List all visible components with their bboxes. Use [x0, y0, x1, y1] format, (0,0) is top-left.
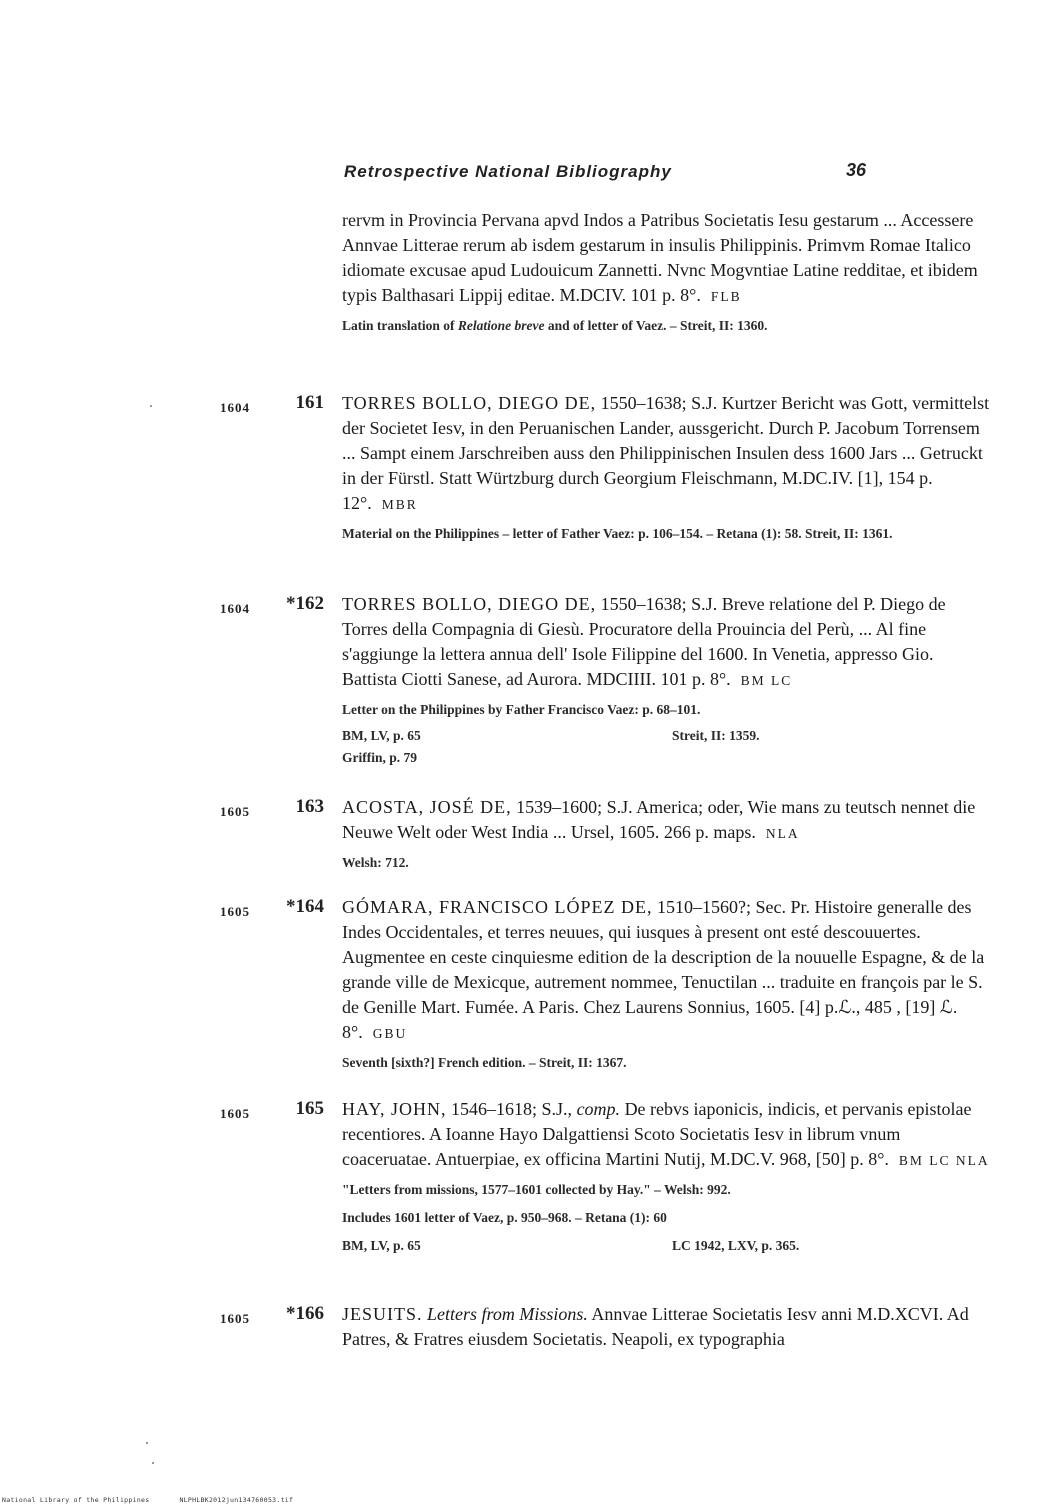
entry-author: HAY, JOHN,	[342, 1099, 447, 1119]
footer-filename: NLPHLBK2012jun134760053.tif	[179, 1496, 294, 1504]
entry-text: 1546–1618; S.J.,	[446, 1099, 577, 1119]
entry-number: 163	[295, 796, 324, 817]
library-codes: GBU	[372, 1026, 408, 1041]
entry-text-italic: Letters from Missions.	[427, 1304, 588, 1324]
library-codes: NLA	[765, 826, 800, 841]
entry-author: TORRES BOLLO, DIEGO DE,	[342, 393, 597, 413]
scan-speck	[146, 1442, 148, 1444]
bibliography-entry	[342, 592, 992, 769]
continuation-text: rervm in Provincia Pervana apvd Indos a Patribus Societatis Iesu gestarum ... Accessere Annvae Litterae rerum ab isdem gestarum in insulis Philippinis. Primvm Romae Italico idiomate excusae apud Ludouicum Zannetti. Nvnc Mogvntiae Latine redditae, et ibidem typis Balthasari Lippij editae. M.DCIV. 101 p. 8°.	[342, 210, 978, 305]
running-header-title: Retrospective National Bibliography	[344, 162, 672, 181]
bibliography-entry	[342, 1302, 992, 1352]
library-codes: BM LC	[740, 673, 793, 688]
entry-note: "Letters from missions, 1577–1601 collected by Hay." – Welsh: 992.	[342, 1182, 731, 1197]
entry-year: 1605	[220, 1311, 250, 1326]
library-codes: MBR	[381, 497, 418, 512]
scan-speck	[152, 1462, 154, 1464]
entry-text: 1550–1638; S.J. Kurtzer Bericht was Gott, vermittelst der Societet Iesv, in den Peruanischen Lander, aussgericht. Durch P. Jacobum Torrensem ... Sampt einem Jarschreiben auss den Philippinischen Insulen dess 1600 Jars ... Getruckt in der Fürstl. Statt Würtzburg durch Georgium Fleischmann, M.DC.IV. [1], 154 p. 12°.	[342, 393, 990, 513]
bibliography-entry	[342, 795, 992, 874]
bibliography-entry	[342, 1097, 992, 1257]
entry-author: ACOSTA, JOSÉ DE,	[342, 797, 512, 817]
bibliography-entry	[342, 895, 992, 1074]
continuation-entry	[342, 208, 992, 337]
entry-references: BM, LV, p. 65 LC 1942, LXV, p. 365.	[342, 1238, 800, 1253]
entry-number: 165	[295, 1098, 324, 1119]
bibliography-entry	[342, 391, 992, 545]
entry-year: 1604	[220, 601, 250, 616]
entry-year: 1605	[220, 904, 250, 919]
entry-author: TORRES BOLLO, DIEGO DE,	[342, 594, 597, 614]
entry-note: Seventh [sixth?] French edition. – Streit, II: 1367.	[342, 1055, 627, 1070]
entry-year: 1604	[220, 400, 250, 415]
library-codes: BM LC NLA	[898, 1153, 990, 1168]
page-number: 36	[846, 160, 867, 180]
footer-source: National Library of the Philippines	[2, 1496, 150, 1504]
entry-text: 1550–1638; S.J. Breve relatione del P. Diego de Torres della Compagnia di Giesù. Procuratore della Prouincia del Perù, ... Al fine s'aggiunge la lettera annua dell' Isole Filippine del 1600. In Venetia, appresso Gio. Battista Ciotti Sanese, ad Aurora. MDCIIII. 101 p. 8°.	[342, 594, 946, 689]
scan-footer	[2, 1496, 323, 1504]
entry-references: BM, LV, p. 65 Griffin, p. 79 Streit, II: 1359.	[342, 728, 760, 765]
entry-year: 1605	[220, 1106, 250, 1121]
entry-number: *166	[286, 1303, 324, 1324]
entry-author: JESUITS.	[342, 1304, 423, 1324]
entry-text: Annvae Litterae Societatis Iesv anni M.D.XCVI. Ad Patres, & Fratres eiusdem Societatis. Neapoli, ex typographia	[342, 1304, 969, 1349]
entry-number: *164	[286, 896, 324, 917]
entry-year: 1605	[220, 804, 250, 819]
entry-text-continued: De rebvs iaponicis, indicis, et pervanis epistolae recentiores. A Ioanne Hayo Dalgattiensi Scoto Societatis Iesv in librum vnum coaceruatae. Antuerpiae, ex officina Martini Nutij, M.DC.V. 968, [50] p. 8°.	[342, 1099, 972, 1169]
entry-note: Material on the Philippines – letter of Father Vaez: p. 106–154. – Retana (1): 58. Streit, II: 1361.	[342, 526, 893, 541]
entry-note: Welsh: 712.	[342, 855, 409, 870]
entry-note: Latin translation of Relatione breve and of letter of Vaez. – Streit, II: 1360.	[342, 318, 768, 333]
entry-text-italic: comp.	[576, 1099, 621, 1119]
entry-author: GÓMARA, FRANCISCO LÓPEZ DE,	[342, 897, 653, 917]
entry-text: 1510–1560?; Sec. Pr. Histoire generalle des Indes Occidentales, et terres neuues, qui iusques à present ont esté descouuertes. Augmentee en ceste cinquiesme edition de la description de la nouuelle Espagne, & de la grande ville de Mexicque, autrement nommee, Tenuctilan ... traduite en françois par le S. de Genille Mart. Fumée. A Paris. Chez Laurens Sonnius, 1605. [4] p.ℒ., 485 , [19] ℒ. 8°.	[342, 897, 985, 1042]
scan-speck	[150, 405, 152, 407]
entry-text: 1539–1600; S.J. America; oder, Wie mans zu teutsch nennet die Neuwe Welt oder West India ... Ursel, 1605. 266 p. maps.	[342, 797, 976, 842]
library-codes: FLB	[710, 289, 742, 304]
entry-note: Letter on the Philippines by Father Francisco Vaez: p. 68–101.	[342, 702, 701, 717]
entry-number: *162	[286, 593, 324, 614]
entry-number: 161	[295, 392, 324, 413]
entry-note: Includes 1601 letter of Vaez, p. 950–968. – Retana (1): 60	[342, 1210, 667, 1225]
